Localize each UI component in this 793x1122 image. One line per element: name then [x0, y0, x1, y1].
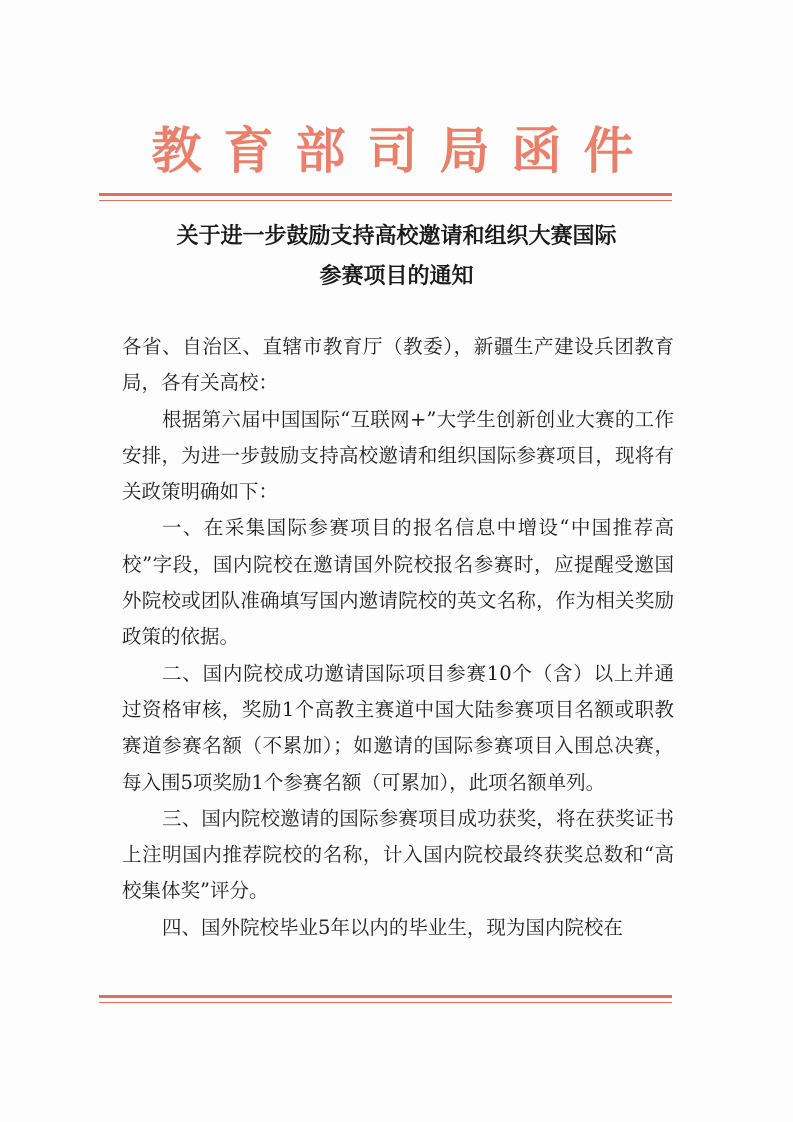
header-rule-thick: [99, 193, 672, 196]
item-1-paragraph: 一、在采集国际参赛项目的报名信息中增设“中国推荐高校”字段，国内院校在邀请国外院校报名参赛时，应提醒受邀国外院校或团队准确填写国内邀请院校的英文名称，作为相关奖励政策的依据。: [122, 516, 674, 649]
header-rule-thin: [99, 200, 672, 201]
item-2-paragraph: 二、国内院校成功邀请国际项目参赛10个（含）以上并通过资格审核，奖励1个高教主赛道中国大陆参赛项目名额或职教赛道参赛名额（不累加）；如邀请的国际参赛项目入围总决赛，每入围5项奖励1个参赛名额（可累加），此项名额单列。: [122, 661, 674, 794]
document-title-line-1: 关于进一步鼓励支持高校邀请和组织大赛国际: [176, 223, 617, 249]
item-4-paragraph: 四、国外院校毕业5年以内的毕业生，现为国内院校在: [162, 915, 623, 939]
document-body: [122, 329, 674, 946]
document-title: [0, 216, 793, 296]
footer-rule-thick: [99, 995, 672, 998]
footer-rule-thin: [99, 1002, 672, 1003]
salutation-paragraph: 各省、自治区、直辖市教育厅（教委），新疆生产建设兵团教育局，各有关高校：: [122, 335, 674, 395]
item-3-paragraph: 三、国内院校邀请的国际参赛项目成功获奖，将在获奖证书上注明国内推荐院校的名称，计入国内院校最终获奖总数和“高校集体奖”评分。: [122, 806, 674, 903]
document-title-line-2: 参赛项目的通知: [319, 263, 474, 289]
intro-paragraph: 根据第六届中国国际“互联网+”大学生创新创业大赛的工作安排，为进一步鼓励支持高校邀请和组织国际参赛项目，现将有关政策明确如下：: [122, 407, 674, 504]
letterhead-title: 教育部司局函件: [151, 121, 656, 180]
